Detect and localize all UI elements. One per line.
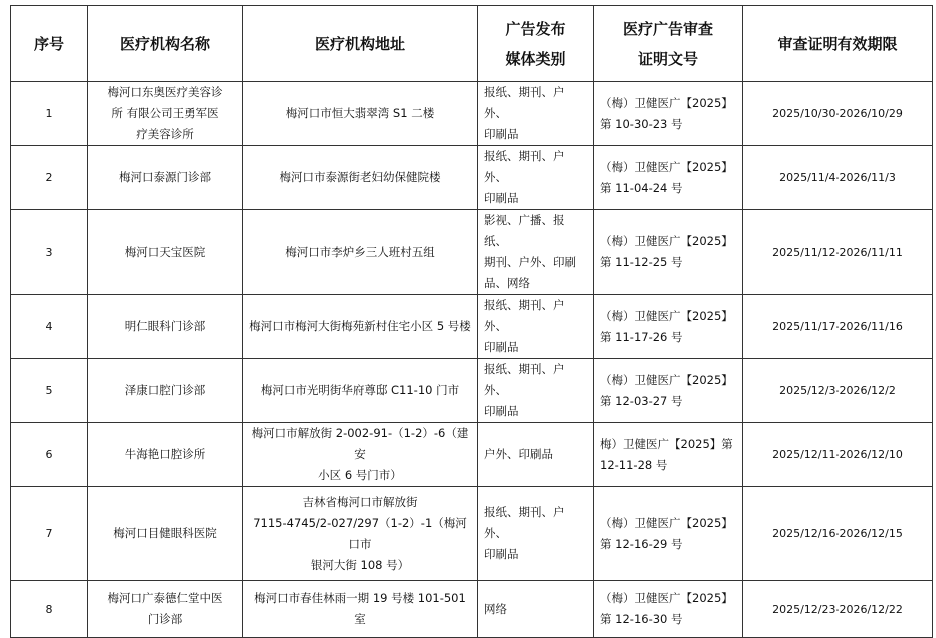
certificate-number-cell: （梅）卫健医广【2025】 第 11-12-25 号 [594, 210, 743, 295]
row-index-cell: 8 [11, 581, 88, 638]
validity-period-cell: 2025/11/17-2026/11/16 [743, 295, 933, 359]
institution-name-cell: 梅河口天宝医院 [88, 210, 243, 295]
table-header-row [11, 6, 933, 82]
media-category-cell: 报纸、期刊、户外、 印刷品 [478, 487, 594, 581]
certificate-number-cell: （梅）卫健医广【2025】 第 11-17-26 号 [594, 295, 743, 359]
validity-period-cell: 2025/11/4-2026/11/3 [743, 146, 933, 210]
certificate-number-cell: （梅）卫健医广【2025】 第 12-16-30 号 [594, 581, 743, 638]
institution-address-cell: 梅河口市梅河大街梅苑新村住宅小区 5 号楼 [243, 295, 478, 359]
header-certificate-number: 医疗广告审查 证明文号 [594, 6, 743, 82]
table-row [11, 423, 933, 487]
certificate-number-cell: （梅）卫健医广【2025】 第 12-03-27 号 [594, 359, 743, 423]
institution-address-cell: 梅河口市恒大翡翠湾 S1 二楼 [243, 82, 478, 146]
institution-address-cell: 梅河口市春佳林雨一期 19 号楼 101-501 室 [243, 581, 478, 638]
row-index-cell: 7 [11, 487, 88, 581]
validity-period-cell: 2025/12/23-2026/12/22 [743, 581, 933, 638]
certificate-number-cell: 梅）卫健医广【2025】第 12-11-28 号 [594, 423, 743, 487]
institution-address-cell: 吉林省梅河口市解放街 7115-4745/2-027/297（1-2）-1（梅河口市 银河大街 108 号） [243, 487, 478, 581]
header-institution-name: 医疗机构名称 [88, 6, 243, 82]
media-category-cell: 网络 [478, 581, 594, 638]
table-row [11, 487, 933, 581]
validity-period-cell: 2025/12/3-2026/12/2 [743, 359, 933, 423]
certificate-number-cell: （梅）卫健医广【2025】 第 11-04-24 号 [594, 146, 743, 210]
row-index-cell: 3 [11, 210, 88, 295]
row-index-cell: 2 [11, 146, 88, 210]
institution-name-cell: 牛海艳口腔诊所 [88, 423, 243, 487]
table-row [11, 82, 933, 146]
header-media-category: 广告发布 媒体类别 [478, 6, 594, 82]
table-row [11, 295, 933, 359]
institution-name-cell: 梅河口广泰德仁堂中医 门诊部 [88, 581, 243, 638]
table-row [11, 146, 933, 210]
header-validity-period: 审查证明有效期限 [743, 6, 933, 82]
validity-period-cell: 2025/10/30-2026/10/29 [743, 82, 933, 146]
media-category-cell: 报纸、期刊、户外、 印刷品 [478, 295, 594, 359]
row-index-cell: 5 [11, 359, 88, 423]
media-category-cell: 影视、广播、报纸、 期刊、户外、印刷 品、网络 [478, 210, 594, 295]
row-index-cell: 4 [11, 295, 88, 359]
institution-name-cell: 明仁眼科门诊部 [88, 295, 243, 359]
media-category-cell: 报纸、期刊、户外、 印刷品 [478, 359, 594, 423]
row-index-cell: 1 [11, 82, 88, 146]
table-row [11, 581, 933, 638]
table-row [11, 359, 933, 423]
media-category-cell: 户外、印刷品 [478, 423, 594, 487]
institution-address-cell: 梅河口市解放街 2-002-91-（1-2）-6（建安 小区 6 号门市） [243, 423, 478, 487]
institution-address-cell: 梅河口市李炉乡三人班村五组 [243, 210, 478, 295]
table-row [11, 210, 933, 295]
advertising-approval-table [10, 5, 933, 638]
validity-period-cell: 2025/12/16-2026/12/15 [743, 487, 933, 581]
certificate-number-cell: （梅）卫健医广【2025】 第 12-16-29 号 [594, 487, 743, 581]
media-category-cell: 报纸、期刊、户外、 印刷品 [478, 82, 594, 146]
institution-name-cell: 梅河口泰源门诊部 [88, 146, 243, 210]
institution-address-cell: 梅河口市泰源街老妇幼保健院楼 [243, 146, 478, 210]
institution-name-cell: 梅河口东奥医疗美容诊 所 有限公司王勇军医 疗美容诊所 [88, 82, 243, 146]
validity-period-cell: 2025/12/11-2026/12/10 [743, 423, 933, 487]
header-institution-address: 医疗机构地址 [243, 6, 478, 82]
certificate-number-cell: （梅）卫健医广【2025】 第 10-30-23 号 [594, 82, 743, 146]
institution-name-cell: 梅河口目健眼科医院 [88, 487, 243, 581]
institution-name-cell: 泽康口腔门诊部 [88, 359, 243, 423]
row-index-cell: 6 [11, 423, 88, 487]
institution-address-cell: 梅河口市光明街华府尊邸 C11-10 门市 [243, 359, 478, 423]
media-category-cell: 报纸、期刊、户外、 印刷品 [478, 146, 594, 210]
header-index: 序号 [11, 6, 88, 82]
validity-period-cell: 2025/11/12-2026/11/11 [743, 210, 933, 295]
